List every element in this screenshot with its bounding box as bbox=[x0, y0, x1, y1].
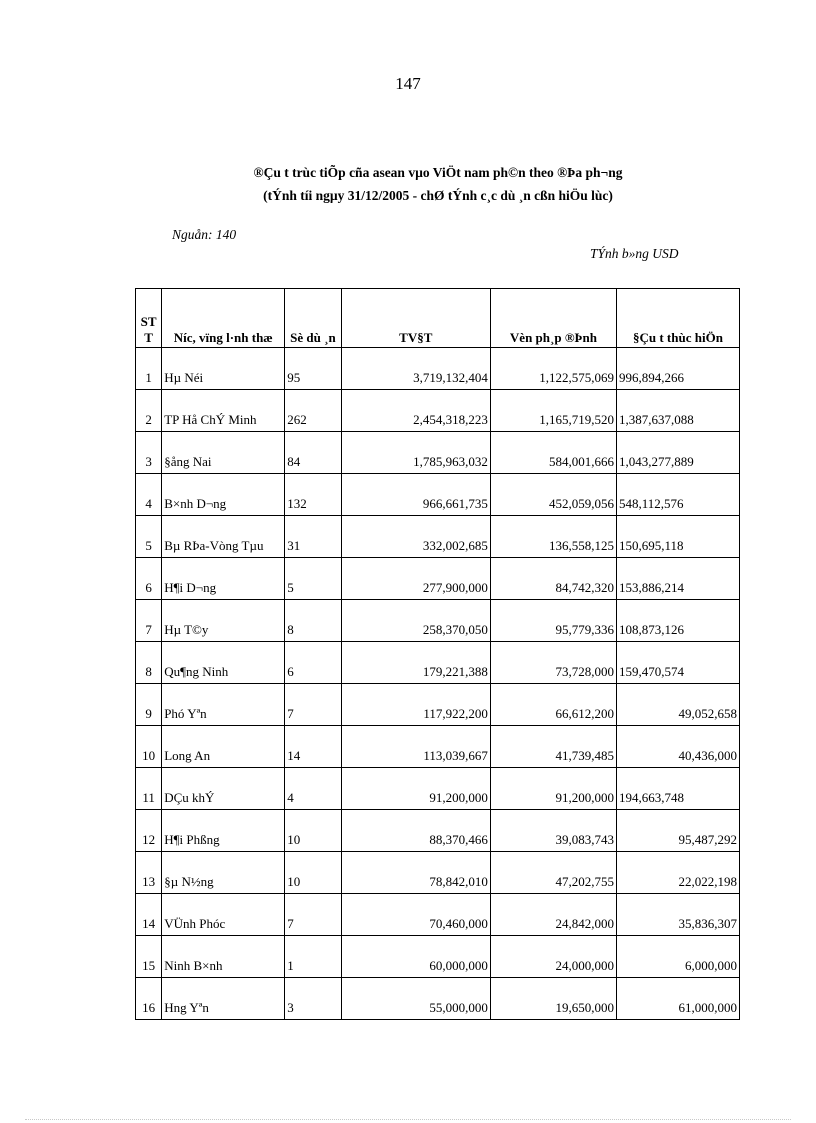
header-legal-capital: Vèn ph¸p ®Þnh bbox=[490, 289, 616, 348]
row-locality-cell: Long An bbox=[162, 726, 285, 768]
header-country-region: Níc, vïng l·nh thæ bbox=[162, 289, 285, 348]
table-row bbox=[136, 516, 740, 558]
row-locality-cell: TP Hå ChÝ Minh bbox=[162, 390, 285, 432]
row-stt-cell: 5 bbox=[136, 516, 162, 558]
row-project-count-cell: 262 bbox=[285, 390, 341, 432]
row-locality-cell: H¶i D¬ng bbox=[162, 558, 285, 600]
table-row bbox=[136, 600, 740, 642]
row-locality-cell: Phó Yªn bbox=[162, 684, 285, 726]
row-registered-capital-cell: 113,039,667 bbox=[341, 726, 490, 768]
row-stt-cell: 1 bbox=[136, 348, 162, 390]
row-legal-capital-cell: 1,122,575,069 bbox=[490, 348, 616, 390]
row-locality-cell: Hng Yªn bbox=[162, 978, 285, 1020]
row-locality-cell: Hµ T©y bbox=[162, 600, 285, 642]
row-locality-cell: Hµ Néi bbox=[162, 348, 285, 390]
table-row bbox=[136, 432, 740, 474]
table-row bbox=[136, 852, 740, 894]
header-registered-capital: TV§T bbox=[341, 289, 490, 348]
row-stt-cell: 10 bbox=[136, 726, 162, 768]
row-registered-capital-cell: 60,000,000 bbox=[341, 936, 490, 978]
row-registered-capital-cell: 70,460,000 bbox=[341, 894, 490, 936]
row-stt-cell: 2 bbox=[136, 390, 162, 432]
row-registered-capital-cell: 1,785,963,032 bbox=[341, 432, 490, 474]
table-header-row bbox=[136, 289, 740, 348]
row-implemented-investment-cell: 49,052,658 bbox=[616, 684, 739, 726]
table-row bbox=[136, 348, 740, 390]
row-registered-capital-cell: 88,370,466 bbox=[341, 810, 490, 852]
row-project-count-cell: 95 bbox=[285, 348, 341, 390]
row-locality-cell: Qu¶ng Ninh bbox=[162, 642, 285, 684]
table-row bbox=[136, 894, 740, 936]
table-title: ®Çu t trùc tiÕp cña asean vµo ViÖt nam ph©n theo ®Þa ph¬ng bbox=[253, 165, 623, 180]
row-implemented-investment-cell: 40,436,000 bbox=[616, 726, 739, 768]
table-row bbox=[136, 474, 740, 516]
row-locality-cell: §ång Nai bbox=[162, 432, 285, 474]
row-project-count-cell: 6 bbox=[285, 642, 341, 684]
row-legal-capital-cell: 95,779,336 bbox=[490, 600, 616, 642]
table-row bbox=[136, 936, 740, 978]
row-project-count-cell: 14 bbox=[285, 726, 341, 768]
table-row bbox=[136, 684, 740, 726]
row-stt-cell: 8 bbox=[136, 642, 162, 684]
row-legal-capital-cell: 584,001,666 bbox=[490, 432, 616, 474]
row-implemented-investment-cell: 95,487,292 bbox=[616, 810, 739, 852]
row-stt-cell: 7 bbox=[136, 600, 162, 642]
table-row bbox=[136, 810, 740, 852]
row-legal-capital-cell: 39,083,743 bbox=[490, 810, 616, 852]
row-implemented-investment-cell: 159,470,574 bbox=[616, 642, 739, 684]
table-body bbox=[136, 348, 740, 1020]
row-legal-capital-cell: 452,059,056 bbox=[490, 474, 616, 516]
row-legal-capital-cell: 47,202,755 bbox=[490, 852, 616, 894]
row-legal-capital-cell: 1,165,719,520 bbox=[490, 390, 616, 432]
investment-table bbox=[135, 288, 740, 1020]
page-number: 147 bbox=[395, 74, 421, 93]
table-row bbox=[136, 768, 740, 810]
row-registered-capital-cell: 258,370,050 bbox=[341, 600, 490, 642]
row-implemented-investment-cell: 996,894,266 bbox=[616, 348, 739, 390]
table-row bbox=[136, 558, 740, 600]
row-implemented-investment-cell: 153,886,214 bbox=[616, 558, 739, 600]
table-row bbox=[136, 390, 740, 432]
row-implemented-investment-cell: 194,663,748 bbox=[616, 768, 739, 810]
row-stt-cell: 14 bbox=[136, 894, 162, 936]
table-subtitle: (tÝnh tíi ngµy 31/12/2005 - chØ tÝnh c¸c dù ¸n cßn hiÖu lùc) bbox=[263, 188, 613, 203]
table-row bbox=[136, 726, 740, 768]
row-implemented-investment-cell: 6,000,000 bbox=[616, 936, 739, 978]
row-implemented-investment-cell: 150,695,118 bbox=[616, 516, 739, 558]
row-locality-cell: DÇu khÝ bbox=[162, 768, 285, 810]
source-note: Nguån: 140 bbox=[172, 227, 237, 242]
row-legal-capital-cell: 19,650,000 bbox=[490, 978, 616, 1020]
row-registered-capital-cell: 332,002,685 bbox=[341, 516, 490, 558]
header-implemented-investment: §Çu t thùc hiÖn bbox=[616, 289, 739, 348]
row-project-count-cell: 132 bbox=[285, 474, 341, 516]
row-registered-capital-cell: 55,000,000 bbox=[341, 978, 490, 1020]
row-legal-capital-cell: 91,200,000 bbox=[490, 768, 616, 810]
row-legal-capital-cell: 24,842,000 bbox=[490, 894, 616, 936]
row-legal-capital-cell: 41,739,485 bbox=[490, 726, 616, 768]
header-project-count: Sè dù ¸n bbox=[285, 289, 341, 348]
row-project-count-cell: 4 bbox=[285, 768, 341, 810]
row-implemented-investment-cell: 1,043,277,889 bbox=[616, 432, 739, 474]
row-project-count-cell: 5 bbox=[285, 558, 341, 600]
row-locality-cell: B×nh D¬ng bbox=[162, 474, 285, 516]
row-project-count-cell: 3 bbox=[285, 978, 341, 1020]
row-legal-capital-cell: 136,558,125 bbox=[490, 516, 616, 558]
row-project-count-cell: 8 bbox=[285, 600, 341, 642]
row-legal-capital-cell: 66,612,200 bbox=[490, 684, 616, 726]
row-locality-cell: Bµ RÞa-Vòng Tµu bbox=[162, 516, 285, 558]
row-locality-cell: H¶i Phßng bbox=[162, 810, 285, 852]
row-legal-capital-cell: 73,728,000 bbox=[490, 642, 616, 684]
row-registered-capital-cell: 2,454,318,223 bbox=[341, 390, 490, 432]
row-registered-capital-cell: 78,842,010 bbox=[341, 852, 490, 894]
row-project-count-cell: 1 bbox=[285, 936, 341, 978]
row-implemented-investment-cell: 22,022,198 bbox=[616, 852, 739, 894]
row-project-count-cell: 7 bbox=[285, 684, 341, 726]
row-registered-capital-cell: 966,661,735 bbox=[341, 474, 490, 516]
table-row bbox=[136, 642, 740, 684]
row-stt-cell: 12 bbox=[136, 810, 162, 852]
row-stt-cell: 3 bbox=[136, 432, 162, 474]
table-row bbox=[136, 978, 740, 1020]
unit-note: TÝnh b»ng USD bbox=[590, 246, 679, 261]
row-registered-capital-cell: 277,900,000 bbox=[341, 558, 490, 600]
row-locality-cell: Ninh B×nh bbox=[162, 936, 285, 978]
row-stt-cell: 15 bbox=[136, 936, 162, 978]
row-implemented-investment-cell: 108,873,126 bbox=[616, 600, 739, 642]
row-stt-cell: 16 bbox=[136, 978, 162, 1020]
row-registered-capital-cell: 3,719,132,404 bbox=[341, 348, 490, 390]
row-registered-capital-cell: 117,922,200 bbox=[341, 684, 490, 726]
row-project-count-cell: 84 bbox=[285, 432, 341, 474]
row-stt-cell: 13 bbox=[136, 852, 162, 894]
row-stt-cell: 11 bbox=[136, 768, 162, 810]
row-project-count-cell: 7 bbox=[285, 894, 341, 936]
row-project-count-cell: 10 bbox=[285, 852, 341, 894]
bottom-dotted-rule bbox=[25, 1119, 791, 1120]
row-registered-capital-cell: 179,221,388 bbox=[341, 642, 490, 684]
row-legal-capital-cell: 24,000,000 bbox=[490, 936, 616, 978]
row-locality-cell: VÜnh Phóc bbox=[162, 894, 285, 936]
row-registered-capital-cell: 91,200,000 bbox=[341, 768, 490, 810]
row-stt-cell: 6 bbox=[136, 558, 162, 600]
row-implemented-investment-cell: 548,112,576 bbox=[616, 474, 739, 516]
row-project-count-cell: 10 bbox=[285, 810, 341, 852]
row-locality-cell: §µ N½ng bbox=[162, 852, 285, 894]
row-stt-cell: 4 bbox=[136, 474, 162, 516]
header-stt: ST T bbox=[136, 289, 162, 348]
row-implemented-investment-cell: 35,836,307 bbox=[616, 894, 739, 936]
row-implemented-investment-cell: 1,387,637,088 bbox=[616, 390, 739, 432]
row-implemented-investment-cell: 61,000,000 bbox=[616, 978, 739, 1020]
row-stt-cell: 9 bbox=[136, 684, 162, 726]
row-legal-capital-cell: 84,742,320 bbox=[490, 558, 616, 600]
row-project-count-cell: 31 bbox=[285, 516, 341, 558]
